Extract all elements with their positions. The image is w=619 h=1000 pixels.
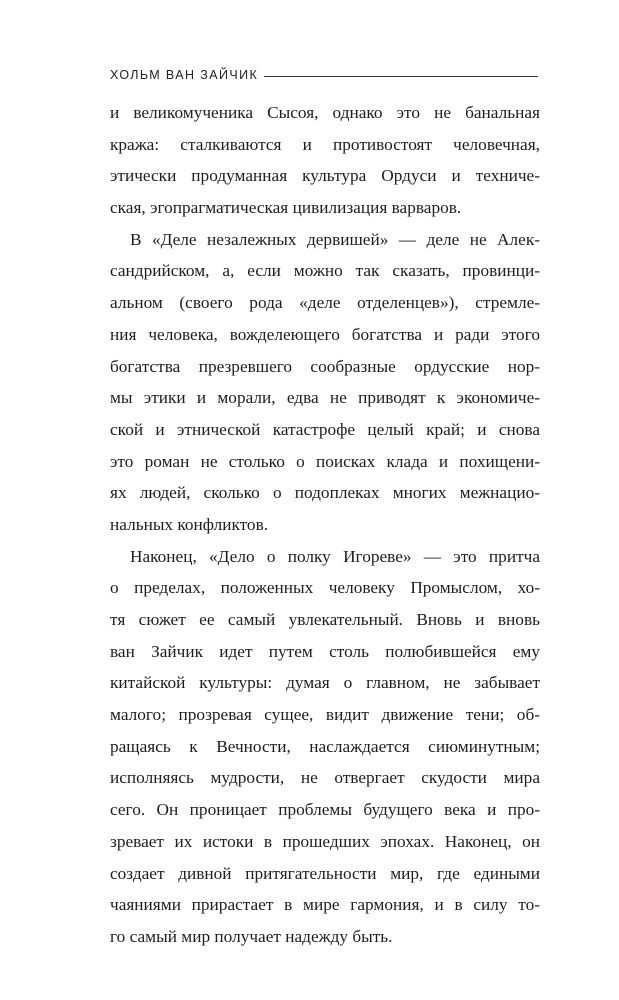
text-line: нальных конфликтов.: [110, 514, 269, 534]
text-line: о пределах, положенных человеку Промыслом, хо-: [110, 578, 540, 598]
text-line: го самый мир получает надежду быть.: [110, 926, 393, 946]
text-line: тя сюжет ее самый увлекательный. Вновь и вновь: [110, 610, 540, 629]
text-line: малого; прозревая сущее, видит движение тени; об-: [110, 705, 540, 725]
text-line: сандрийском, а, если можно так сказать, провинци-: [110, 261, 540, 281]
paragraph: [110, 224, 540, 541]
text-line: китайской культуры: думая о главном, не забывает: [110, 673, 540, 693]
text-line: кража: сталкиваются и противостоят человечная,: [110, 134, 540, 154]
body-text: [110, 97, 540, 953]
text-line: ях людей, сколько о подоплеках многих межнацио-: [110, 483, 540, 503]
text-line: чаяниями прирастает в мире гармония, и в силу то-: [110, 895, 540, 915]
text-line: ская, эгопрагматическая цивилизация варваров.: [110, 198, 462, 218]
text-line: альном (своего рода «деле отделенцев»), стремле-: [110, 293, 540, 313]
text-line: зревает их истоки в прошедших эпохах. Наконец, он: [110, 831, 540, 851]
paragraph: [110, 541, 540, 953]
text-line: и великомученика Сысоя, однако это не банальная: [110, 103, 540, 122]
paragraph: [110, 97, 540, 224]
text-line: ван Зайчик идет путем столь полюбившейся ему: [110, 641, 540, 661]
running-head-rule: [264, 76, 538, 77]
text-line: ния человека, вожделеющего богатства и ради этого: [110, 324, 540, 344]
text-line: богатства презревшего сообразные ордусские нор-: [110, 356, 540, 376]
text-line: сего. Он проницает проблемы будущего века и про-: [110, 800, 540, 820]
text-line: создает дивной притягательности мир, где едиными: [110, 863, 540, 883]
text-line: В «Деле незалежных дервишей» — деле не Алек-: [130, 229, 540, 249]
text-line: это роман не столько о поисках клада и похищени-: [110, 451, 540, 471]
text-line: Наконец, «Дело о полку Игореве» — это притча: [130, 546, 540, 566]
text-line: исполняясь мудрости, не отвергает скудости мира: [110, 768, 540, 788]
text-line: мы этики и морали, едва не приводят к экономиче-: [110, 388, 540, 408]
text-line: ской и этнической катастрофе целый край; и снова: [110, 419, 540, 439]
text-line: ращаясь к Вечности, наслаждается сиюминутным;: [110, 736, 540, 756]
running-head-title: ХОЛЬМ ВАН ЗАЙЧИК: [110, 68, 259, 82]
running-head: [110, 65, 538, 85]
text-line: этически продуманная культура Ордуси и техниче-: [110, 166, 540, 186]
